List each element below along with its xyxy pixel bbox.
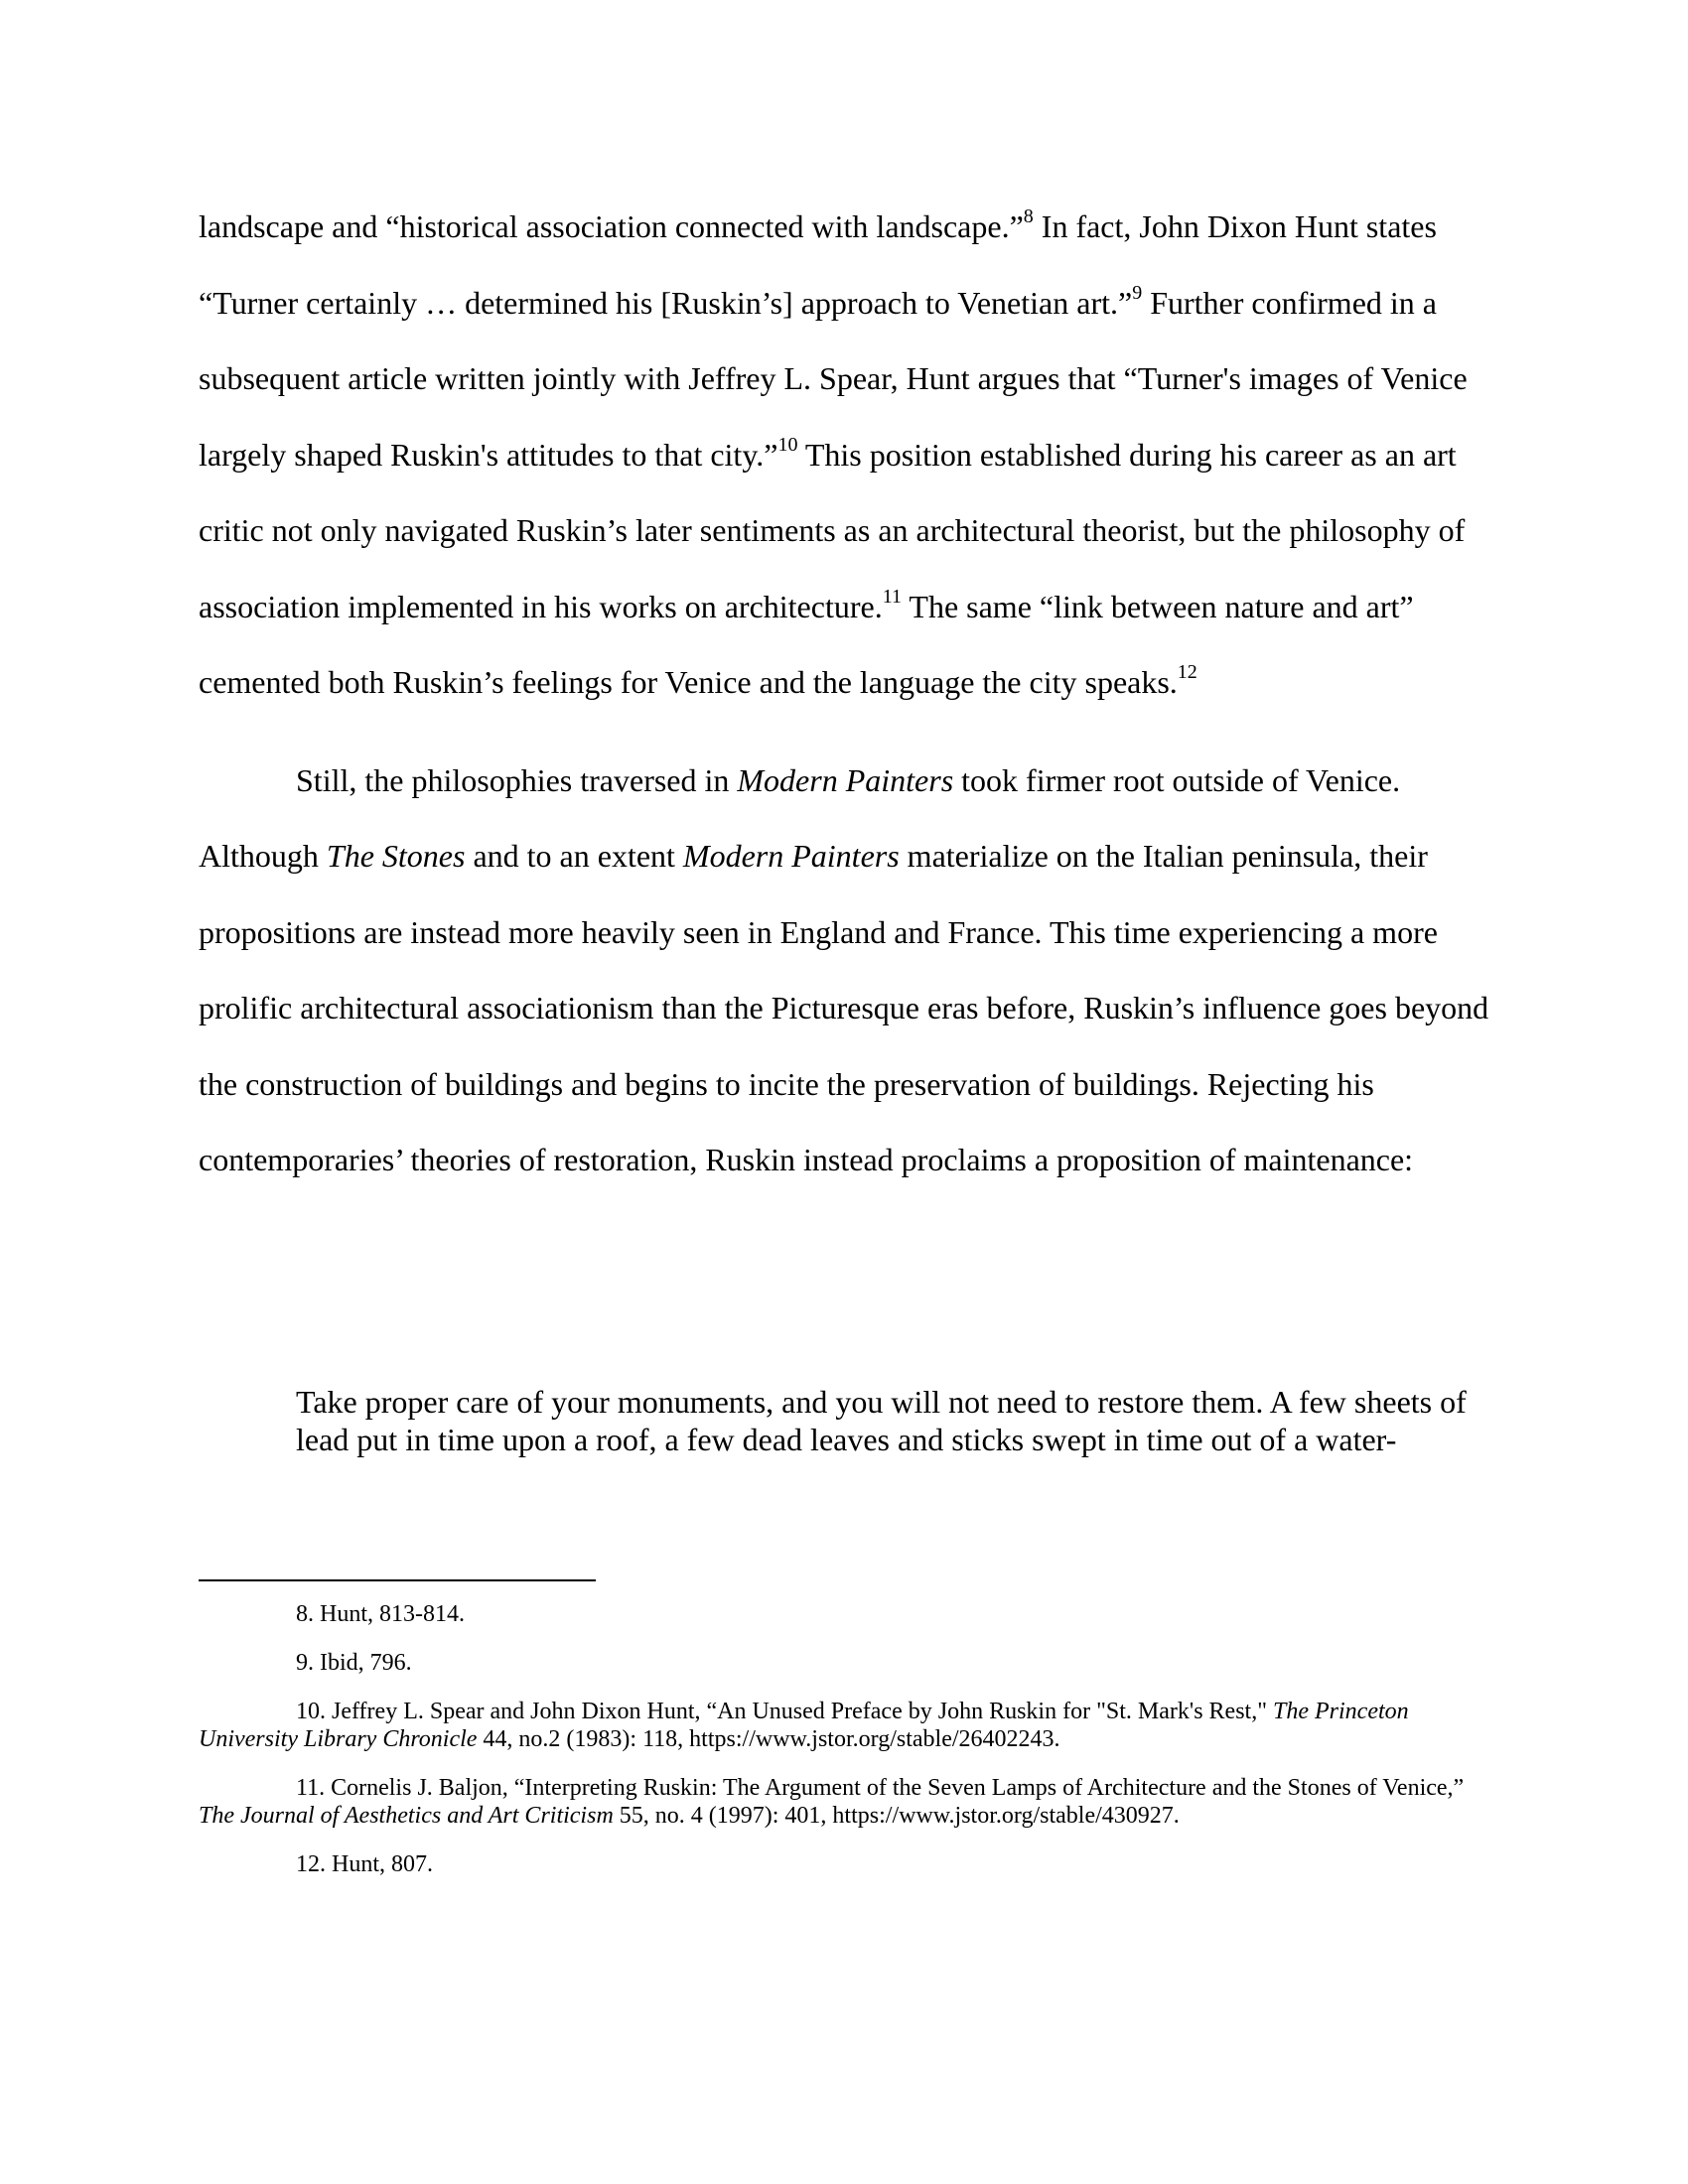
text-span: The same “link between nature and art” cemented both Ruskin’s feelings for Venice and the language the city speaks.	[199, 588, 1414, 700]
footnote-ref-10[interactable]: 10	[777, 433, 798, 456]
text-span: This position established during his career as an art critic not only navigated Ruskin’s later sentiments as an architectural theorist, but the philosophy of association implemented in his works on architecture.	[199, 436, 1466, 624]
italic-title: The Princeton University Library Chronicle	[199, 1699, 1409, 1752]
text-span: Further confirmed in a subsequent article written jointly with Jeffrey L. Spear, Hunt argues that “Turner's images of Venice largely shaped Ruskin's attitudes to that city.”	[199, 284, 1468, 473]
block-quote: Take proper care of your monuments, and you will not need to restore them. A few sheets of lead put in time upon a roof, a few dead leaves and sticks swept in time out of a water-	[296, 1384, 1467, 1457]
footnote-10	[199, 1698, 1489, 1753]
text-span: Still, the philosophies traversed in	[296, 761, 738, 798]
text-span: 11. Cornelis J. Baljon, “Interpreting Ruskin: The Argument of the Seven Lamps of Architecture and the Stones of Venice,”	[296, 1775, 1465, 1801]
footnote-separator	[199, 1579, 596, 1581]
body-text	[199, 189, 1489, 1198]
footnote-ref-9[interactable]: 9	[1132, 281, 1143, 304]
text-span: materialize on the Italian peninsula, their propositions are instead more heavily seen in England and France. This time experiencing a more prolific architectural associationism than the Picturesque eras before, Ruskin’s influence goes beyond the construction of buildings and begins to incite the preservation of buildings. Rejecting his contemporaries’ theories of restoration, Ruskin instead proclaims a proposition of maintenance:	[199, 838, 1489, 1177]
paragraph-2	[199, 743, 1489, 1198]
footnote-12: 12. Hunt, 807.	[296, 1851, 433, 1877]
footnote-ref-11[interactable]: 11	[882, 585, 902, 608]
italic-title: The Journal of Aesthetics and Art Criticism	[199, 1803, 614, 1829]
text-span: 44, no.2 (1983): 118, https://www.jstor.org/stable/26402243.	[477, 1726, 1060, 1752]
footnote-11	[199, 1774, 1489, 1830]
text-span: 10. Jeffrey L. Spear and John Dixon Hunt, “An Unused Preface by John Ruskin for "St. Mark's Rest,"	[296, 1699, 1273, 1724]
text-span: and to an extent	[465, 838, 683, 874]
text-span: landscape and “historical association connected with landscape.”	[199, 208, 1024, 244]
italic-title: Modern Painters	[682, 838, 900, 874]
italic-title: The Stones	[326, 838, 466, 874]
text-span: 55, no. 4 (1997): 401, https://www.jstor.org/stable/430927.	[613, 1803, 1180, 1829]
paragraph-1	[199, 189, 1489, 721]
italic-title: Modern Painters	[737, 761, 954, 798]
text-span: took firmer root outside of Venice. Although	[199, 761, 1401, 874]
footnote-9: 9. Ibid, 796.	[296, 1650, 412, 1676]
footnote-8: 8. Hunt, 813-814.	[296, 1601, 465, 1627]
footnote-ref-8[interactable]: 8	[1023, 205, 1034, 228]
text-span: In fact, John Dixon Hunt states “Turner certainly … determined his [Ruskin’s] approach to Venetian art.”	[199, 208, 1437, 321]
footnote-ref-12[interactable]: 12	[1177, 661, 1197, 684]
footnotes	[199, 1600, 1489, 1899]
